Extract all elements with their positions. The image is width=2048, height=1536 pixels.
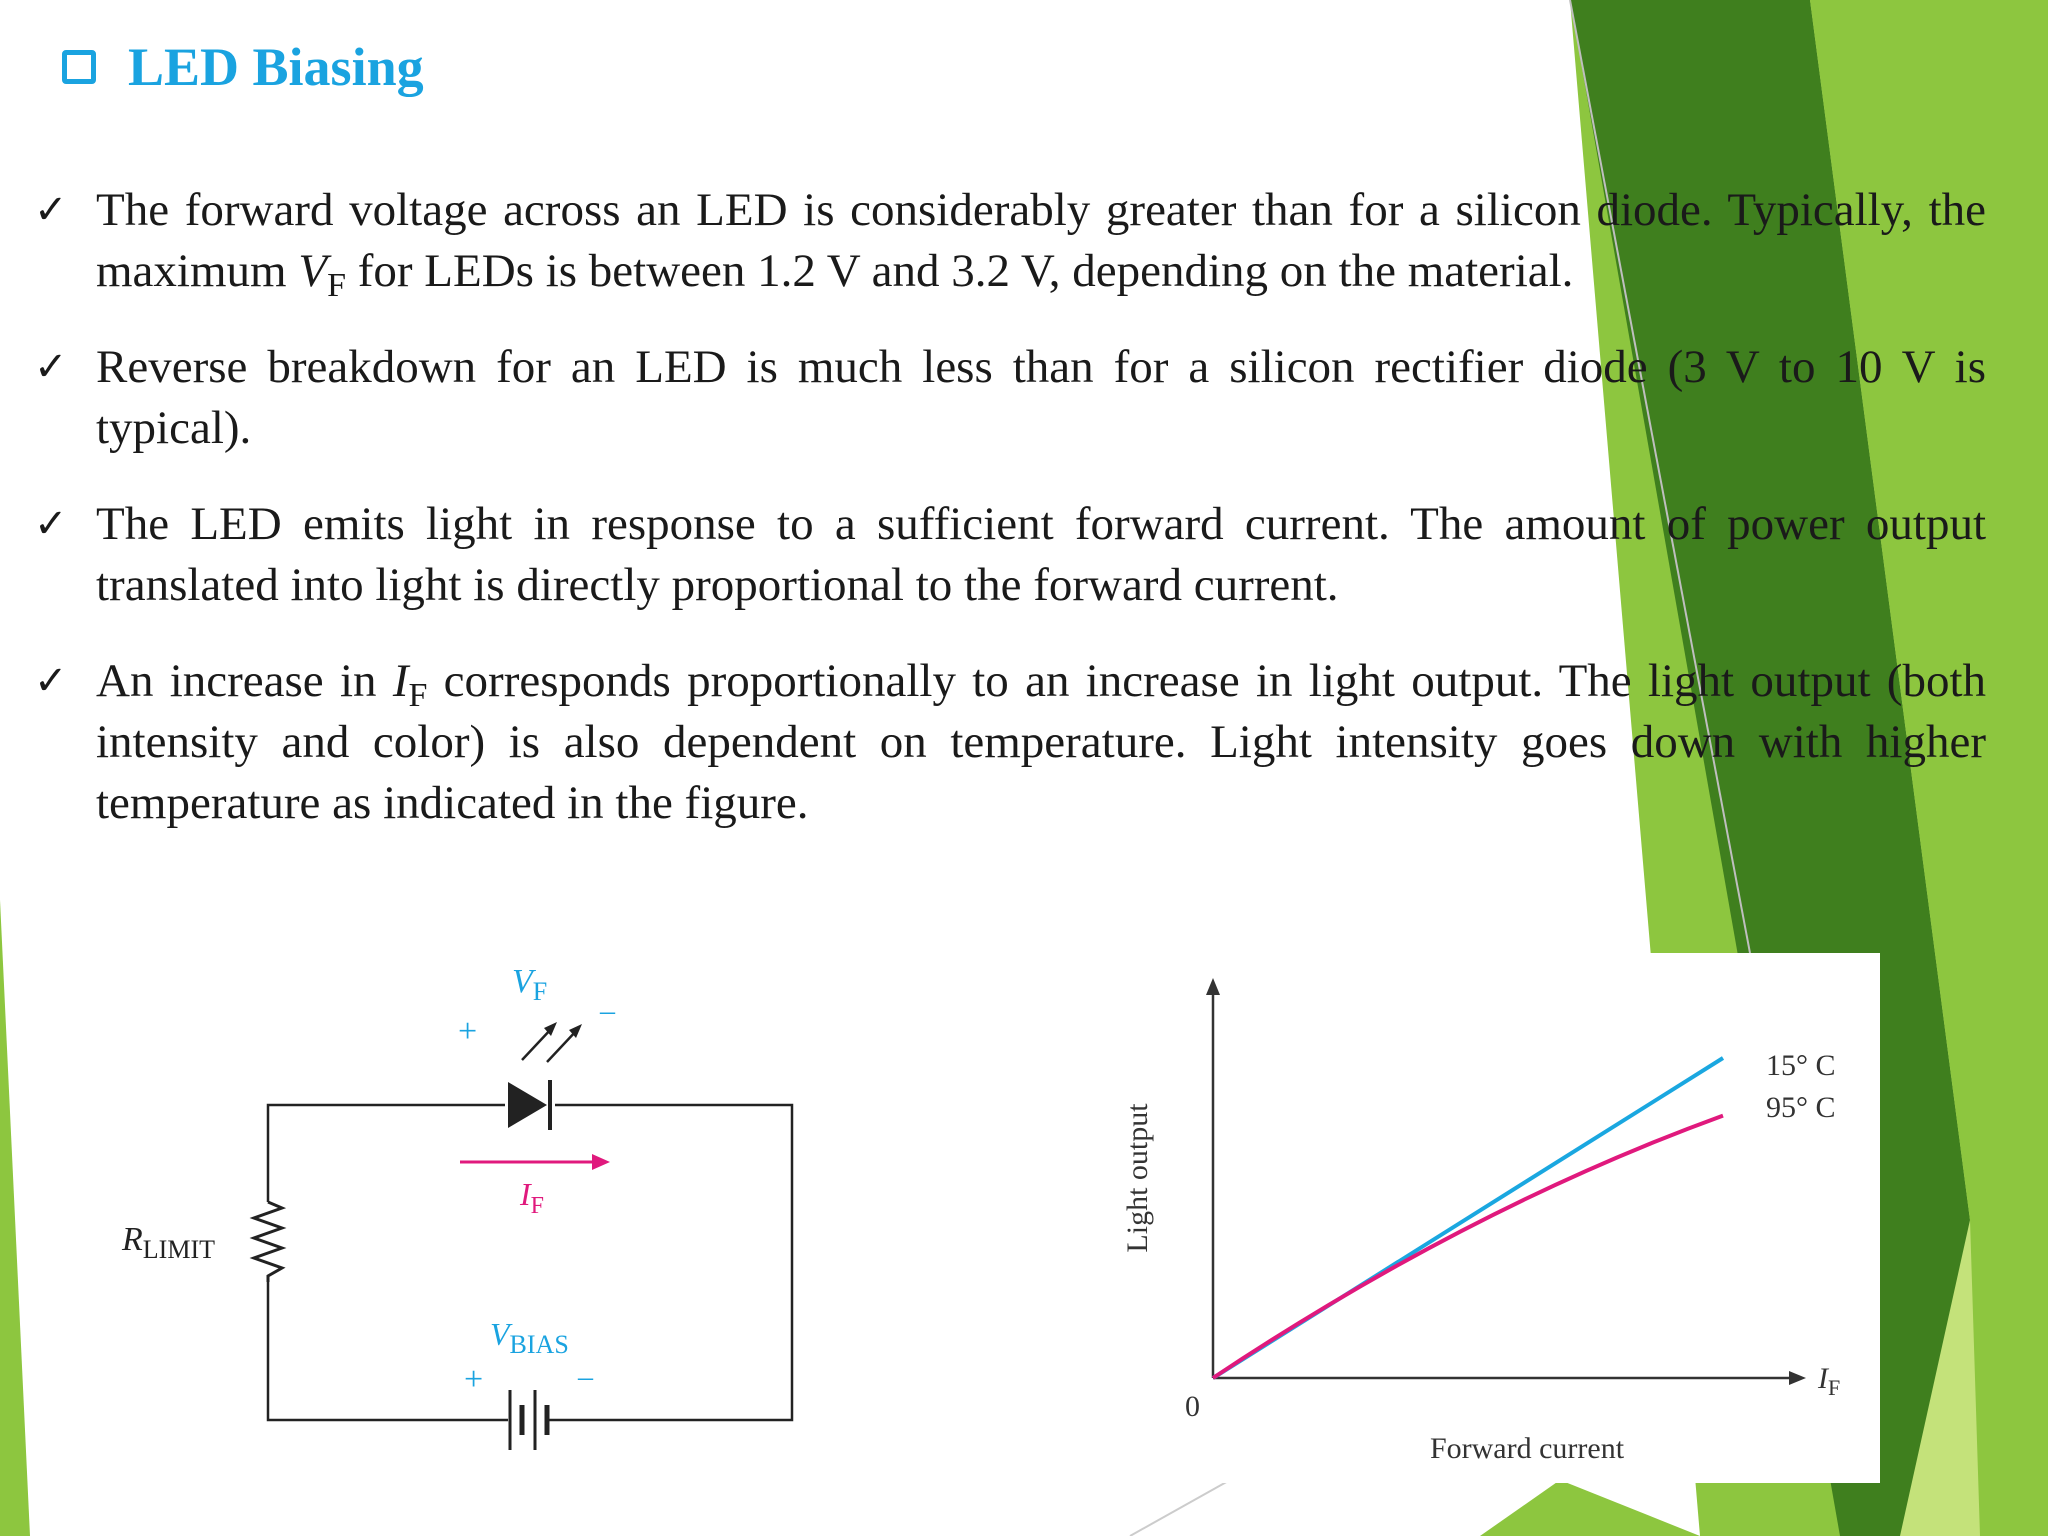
green-left-wedge <box>0 900 30 1536</box>
bullet-text: The LED emits light in response to a sufficient forward current. The amount of power output translated into light is directly proportional to the forward current. <box>96 498 1986 611</box>
current-arrowhead <box>592 1154 610 1170</box>
vf-plus: + <box>458 1013 478 1050</box>
wire-top-left <box>268 1105 505 1202</box>
bullet-text: F <box>327 267 346 304</box>
bullet-item <box>34 337 1986 459</box>
bullet-text: corresponds proportionally to an increase in light output. The light output (both intensity and color) is also dependent on temperature. Light intensity goes down with higher temperature as indicated in the figure. <box>96 655 1986 829</box>
if-label: $I_F$ <box>520 1176 545 1219</box>
bullet-text: An increase in <box>96 655 393 707</box>
bullet-item <box>34 494 1986 616</box>
checkmark-icon: ✓ <box>34 501 68 547</box>
slide-title <box>62 36 424 98</box>
wire-bottom-left <box>268 1282 508 1420</box>
emission-arrow-1 <box>522 1028 552 1060</box>
vbias-plus: + <box>464 1361 484 1398</box>
green-bottom-wedge <box>1480 1480 1700 1536</box>
x-axis-arrowhead <box>1789 1371 1806 1385</box>
led-triangle <box>508 1082 547 1128</box>
bullet-text: The forward voltage across an LED is considerably greater than for a silicon diode. Typically, the maximum <box>96 184 1986 297</box>
bullet-text: I <box>392 655 409 707</box>
bullet-list <box>34 180 1986 869</box>
led-bias-circuit <box>100 950 820 1490</box>
bullet-text: F <box>408 677 428 714</box>
checkmark-icon: ✓ <box>34 187 68 233</box>
series-label-0: 15° C <box>1766 1049 1836 1082</box>
y-axis-title: Light output <box>1121 1103 1154 1253</box>
bullet-item <box>34 651 1986 834</box>
checkbox-square-icon <box>62 50 96 84</box>
x-axis-symbol: $I_F$ <box>1818 1362 1841 1400</box>
x-axis-title: Forward current <box>1429 1432 1625 1465</box>
vf-minus: – <box>600 994 615 1027</box>
series-line-1 <box>1213 1116 1723 1378</box>
y-axis-arrowhead <box>1206 978 1220 995</box>
light-output-graph <box>1090 953 1880 1483</box>
origin-label: 0 <box>1185 1390 1200 1423</box>
vf-label: $V_F$ <box>512 963 548 1006</box>
series-label-1: 95° C <box>1766 1091 1836 1124</box>
vbias-minus: – <box>578 1360 593 1393</box>
slide-title-text: LED Biasing <box>128 37 424 97</box>
checkmark-icon: ✓ <box>34 658 68 704</box>
r-limit-label: $R_{LIMIT}$ <box>122 1221 215 1264</box>
bullet-text: V <box>298 245 328 297</box>
series-layer <box>1213 1049 1836 1378</box>
bullet-text: Reverse breakdown for an LED is much less than for a silicon rectifier diode (3 V to 10 V is typical). <box>96 341 1986 454</box>
bullet-text: for LEDs is between 1.2 V and 3.2 V, depending on the material. <box>345 245 1574 297</box>
bullet-item <box>34 180 1986 302</box>
checkmark-icon: ✓ <box>34 344 68 390</box>
resistor-zigzag <box>254 1202 282 1282</box>
vbias-label: $V_{BIAS}$ <box>490 1316 569 1359</box>
thin-bottom-line <box>1130 1480 1230 1536</box>
